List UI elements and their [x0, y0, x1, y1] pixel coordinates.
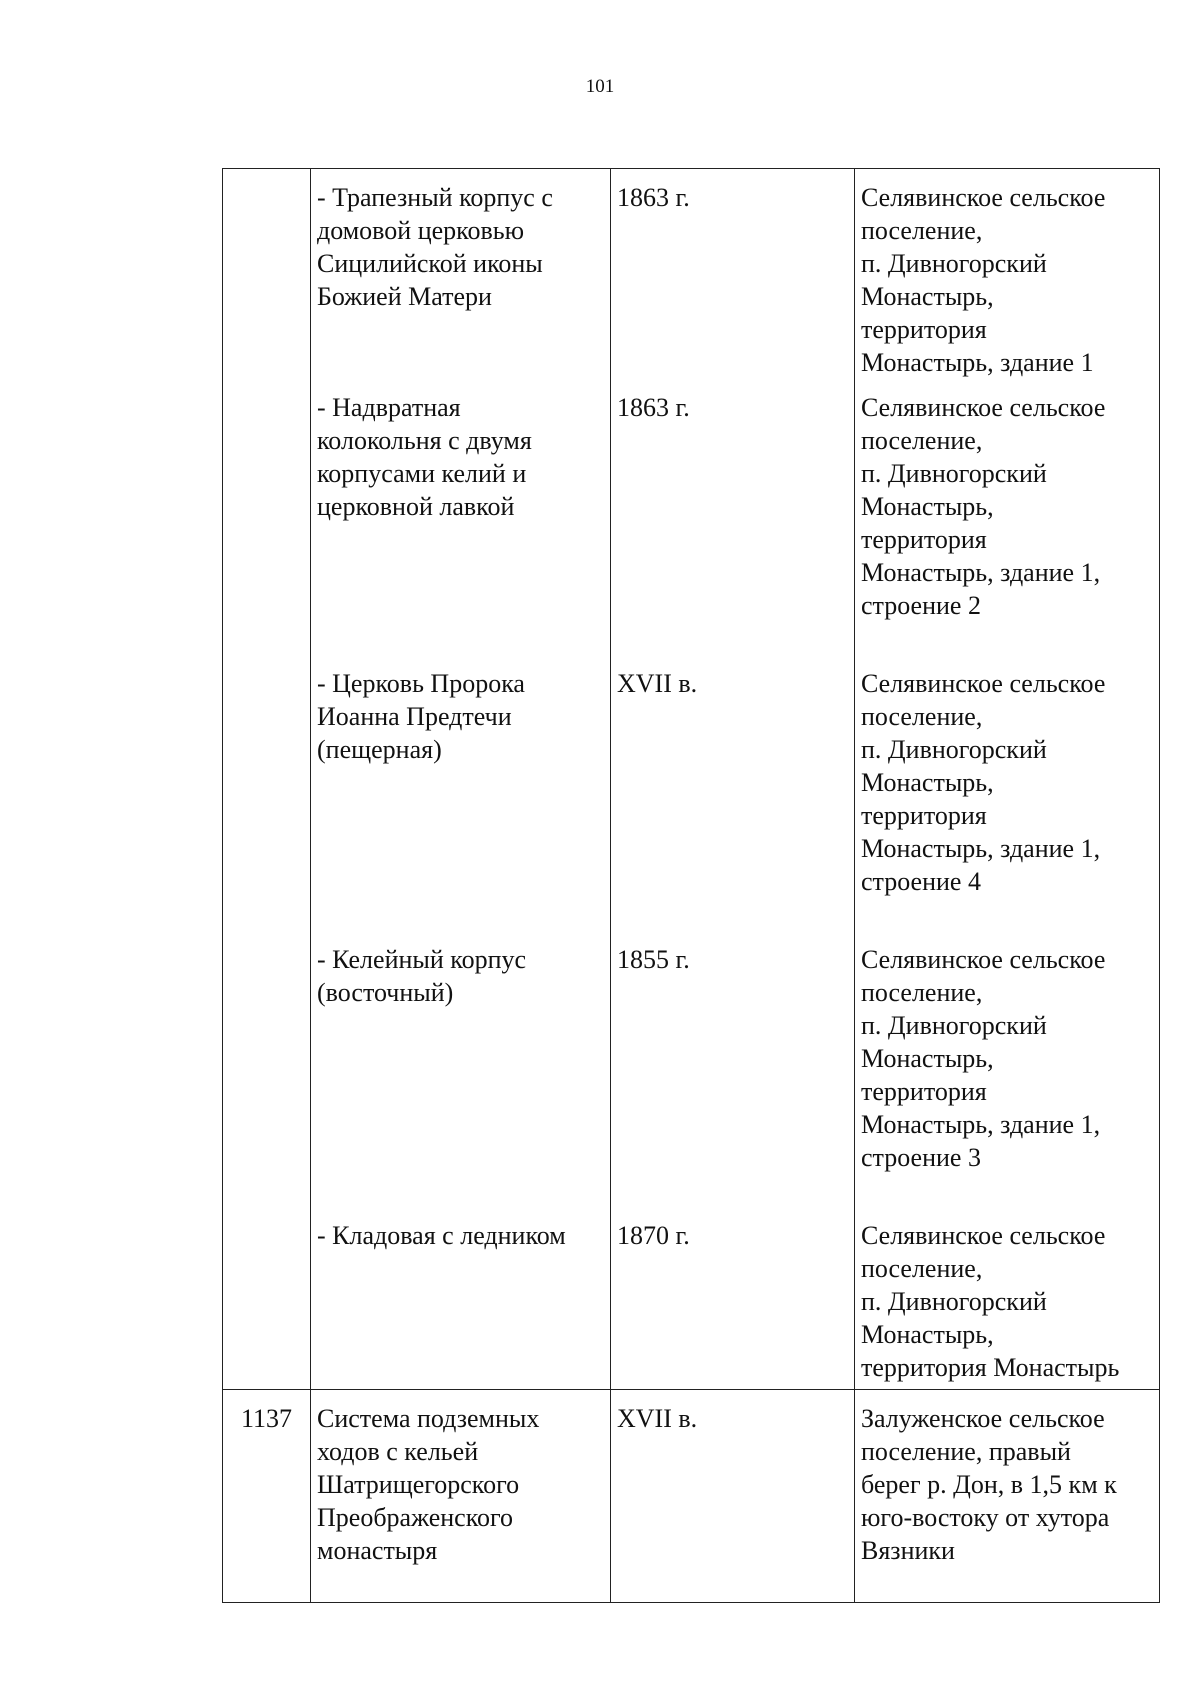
object-address: Селявинское сельское поселение, п. Дивногорский Монастырь, территория Монастырь, здание 1, строение 3 — [855, 931, 1160, 1207]
object-name: - Келейный корпус (восточный) — [311, 931, 611, 1207]
object-address: Селявинское сельское поселение, п. Дивногорский Монастырь, территория Монастырь — [855, 1207, 1160, 1390]
heritage-registry-table — [222, 168, 1160, 1603]
object-number — [223, 931, 311, 1207]
object-date: XVII в. — [611, 1390, 855, 1603]
table-row — [223, 169, 1160, 380]
table-row — [223, 379, 1160, 655]
object-number — [223, 379, 311, 655]
table-body — [223, 169, 1160, 1603]
object-number — [223, 1207, 311, 1390]
page-number: 101 — [585, 76, 615, 97]
object-name: - Кладовая с ледником — [311, 1207, 611, 1390]
table-row — [223, 1390, 1160, 1603]
object-date: 1855 г. — [611, 931, 855, 1207]
object-name: - Надвратная колокольня с двумя корпусами келий и церковной лавкой — [311, 379, 611, 655]
object-name: - Церковь Пророка Иоанна Предтечи (пещерная) — [311, 655, 611, 931]
object-address: Залуженское сельское поселение, правый берег р. Дон, в 1,5 км к юго-востоку от хутора Вязники — [855, 1390, 1160, 1603]
table-row — [223, 655, 1160, 931]
object-address: Селявинское сельское поселение, п. Дивногорский Монастырь, территория Монастырь, здание 1 — [855, 169, 1160, 380]
object-date: XVII в. — [611, 655, 855, 931]
object-number: 1137 — [223, 1390, 311, 1603]
table-row — [223, 931, 1160, 1207]
object-address: Селявинское сельское поселение, п. Дивногорский Монастырь, территория Монастырь, здание 1, строение 4 — [855, 655, 1160, 931]
table-row — [223, 1207, 1160, 1390]
object-date: 1863 г. — [611, 169, 855, 380]
object-address: Селявинское сельское поселение, п. Дивногорский Монастырь, территория Монастырь, здание 1, строение 2 — [855, 379, 1160, 655]
object-number — [223, 655, 311, 931]
object-date: 1870 г. — [611, 1207, 855, 1390]
object-name: - Трапезный корпус с домовой церковью Сицилийской иконы Божией Матери — [311, 169, 611, 380]
object-name: Система подземных ходов с кельей Шатрищегорского Преображенского монастыря — [311, 1390, 611, 1603]
object-number — [223, 169, 311, 380]
object-date: 1863 г. — [611, 379, 855, 655]
